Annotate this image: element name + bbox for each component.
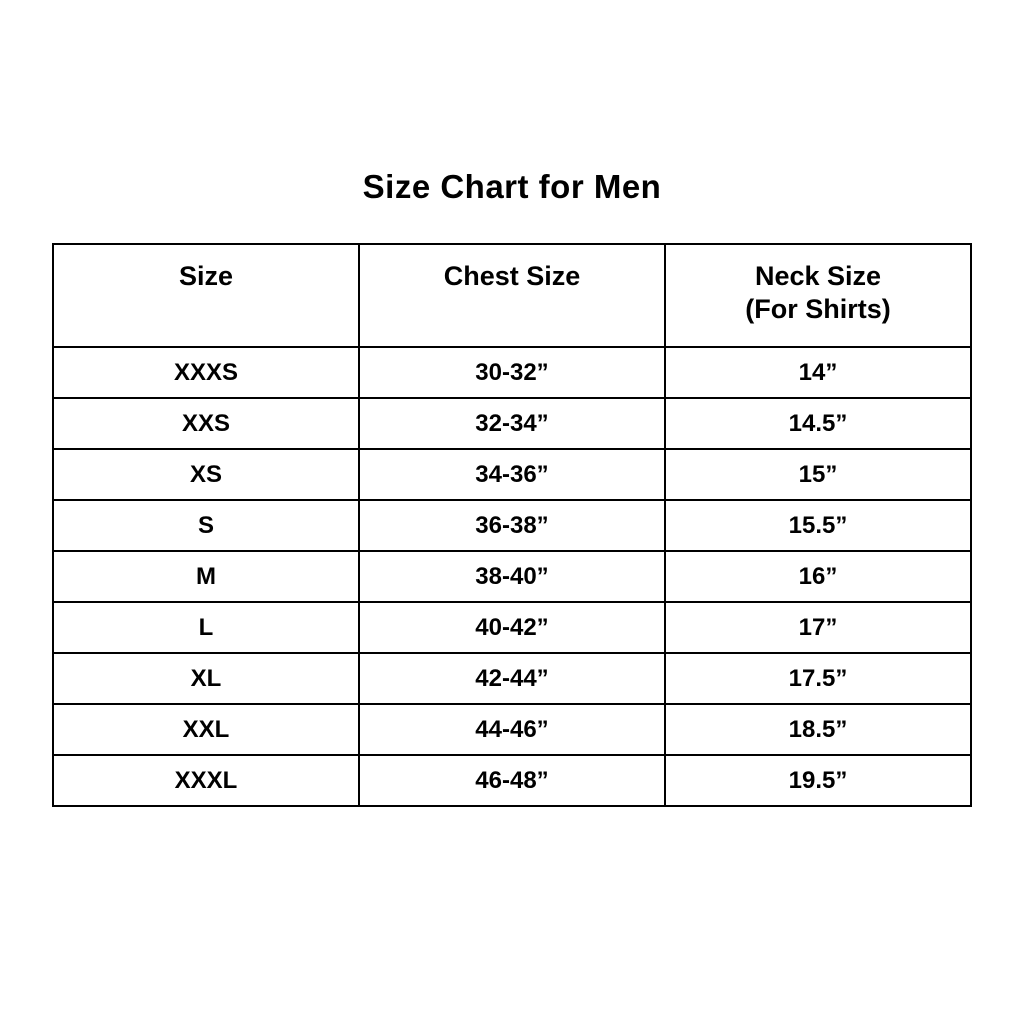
neck-cell: 14” xyxy=(665,347,971,398)
column-header-chest-size-label: Chest Size xyxy=(443,261,581,291)
size-cell: XXXS xyxy=(53,347,359,398)
column-header-neck-size xyxy=(665,244,971,347)
header-row xyxy=(53,244,971,347)
size-cell: L xyxy=(53,602,359,653)
size-cell: XXXL xyxy=(53,755,359,806)
neck-cell: 17.5” xyxy=(665,653,971,704)
neck-cell: 19.5” xyxy=(665,755,971,806)
neck-cell: 15” xyxy=(665,449,971,500)
chest-cell: 30-32” xyxy=(359,347,665,398)
chest-cell: 44-46” xyxy=(359,704,665,755)
size-cell: XL xyxy=(53,653,359,704)
chest-cell: 38-40” xyxy=(359,551,665,602)
neck-cell: 15.5” xyxy=(665,500,971,551)
table-row xyxy=(53,398,971,449)
column-header-chest-size xyxy=(359,244,665,347)
chest-cell: 46-48” xyxy=(359,755,665,806)
size-cell: M xyxy=(53,551,359,602)
table-row xyxy=(53,347,971,398)
page-title: Size Chart for Men xyxy=(362,168,662,205)
size-cell: XXL xyxy=(53,704,359,755)
table-row xyxy=(53,500,971,551)
size-cell: S xyxy=(53,500,359,551)
neck-cell: 18.5” xyxy=(665,704,971,755)
size-cell: XXS xyxy=(53,398,359,449)
chest-cell: 34-36” xyxy=(359,449,665,500)
column-header-size xyxy=(53,244,359,347)
table-row xyxy=(53,704,971,755)
table-row xyxy=(53,449,971,500)
table-row xyxy=(53,653,971,704)
table-row xyxy=(53,551,971,602)
column-header-neck-size-sublabel: (For Shirts) xyxy=(745,294,891,324)
neck-cell: 16” xyxy=(665,551,971,602)
neck-cell: 14.5” xyxy=(665,398,971,449)
column-header-size-label: Size xyxy=(178,261,234,291)
chest-cell: 32-34” xyxy=(359,398,665,449)
column-header-neck-size-label: Neck Size xyxy=(754,261,882,291)
chest-cell: 40-42” xyxy=(359,602,665,653)
table-row xyxy=(53,602,971,653)
chest-cell: 36-38” xyxy=(359,500,665,551)
table-row xyxy=(53,755,971,806)
size-chart-table xyxy=(52,243,972,807)
size-cell: XS xyxy=(53,449,359,500)
neck-cell: 17” xyxy=(665,602,971,653)
chest-cell: 42-44” xyxy=(359,653,665,704)
